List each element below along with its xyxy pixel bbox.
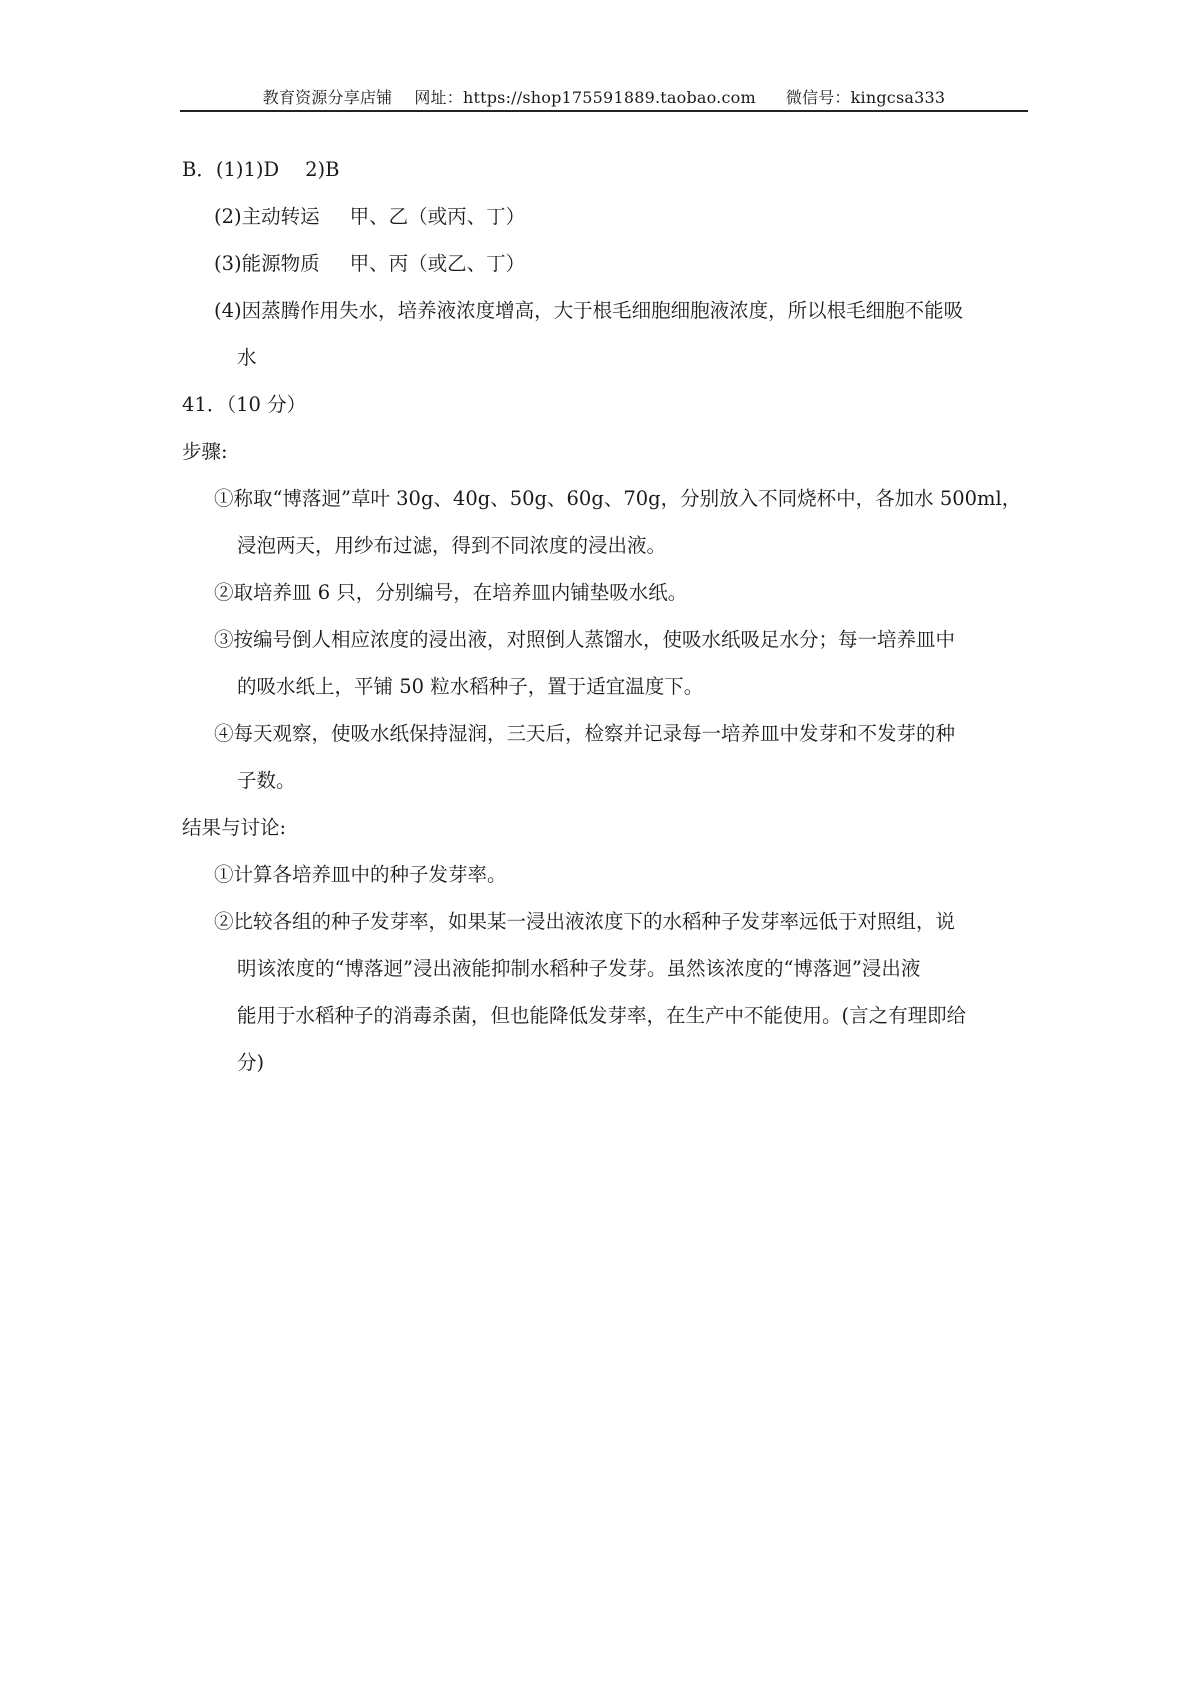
step-4-line2: 子数。 [237,769,296,792]
page-header [180,86,1028,110]
step-2: ②取培养皿 6 只，分别编号，在培养皿内铺垫吸水纸。 [214,581,688,604]
answer-b-q1-part2: 2)B [305,158,340,181]
answer-b-q2-value: 甲、乙（或丙、丁） [349,205,526,228]
step-4-line1: ④每天观察，使吸水纸保持湿润，三天后，检察并记录每一培养皿中发芽和不发芽的种 [214,722,956,745]
result-2-line2: 明该浓度的“博落迥”浸出液能抑制水稻种子发芽。虽然该浓度的“博落迥”浸出液 [237,957,921,980]
answer-b-q3 [182,246,1028,293]
answer-b-q2-label: (2)主动转运 [214,205,320,228]
header-shop-name: 教育资源分享店铺 [262,88,393,107]
answer-b-q4-line2: 水 [237,346,257,369]
result-2-line3: 能用于水稻种子的消毒杀菌，但也能降低发芽率，在生产中不能使用。(言之有理即给 [237,1004,967,1027]
header-divider [180,110,1028,112]
steps-heading: 步骤: [182,440,228,463]
answer-b-q2 [182,199,1028,246]
question-41-title: 41．（10 分） [182,393,307,416]
answer-b-q4-line1: (4)因蒸腾作用失水，培养液浓度增高，大于根毛细胞细胞液浓度，所以根毛细胞不能吸 [214,299,964,322]
step-1-line2: 浸泡两天，用纱布过滤，得到不同浓度的浸出液。 [237,534,667,557]
step-1-line1: ①称取“博落迥”草叶 30g、40g、50g、60g、70g，分别放入不同烧杯中，各加水 500ml， [214,487,1022,510]
document-body [182,152,1028,1092]
result-2-line4: 分) [237,1051,265,1074]
step-3-line1: ③按编号倒人相应浓度的浸出液，对照倒人蒸馏水，使吸水纸吸足水分；每一培养皿中 [214,628,956,651]
answer-b-q3-value: 甲、丙（或乙、丁） [349,252,526,275]
answer-b-q3-label: (3)能源物质 [214,252,320,275]
step-3-line2: 的吸水纸上，平铺 50 粒水稻种子，置于适宜温度下。 [237,675,704,698]
result-1: ①计算各培养皿中的种子发芽率。 [214,863,507,886]
answer-b-q1 [182,152,1028,199]
result-2-line1: ②比较各组的种子发芽率，如果某一浸出液浓度下的水稻种子发芽率远低于对照组，说 [214,910,956,933]
header-wechat: 微信号：kingcsa333 [785,88,946,107]
results-heading: 结果与讨论: [182,816,287,839]
header-url: 网址：https://shop175591889.taobao.com [414,88,756,107]
answer-b-q1-label: B．(1)1)D [182,158,280,181]
